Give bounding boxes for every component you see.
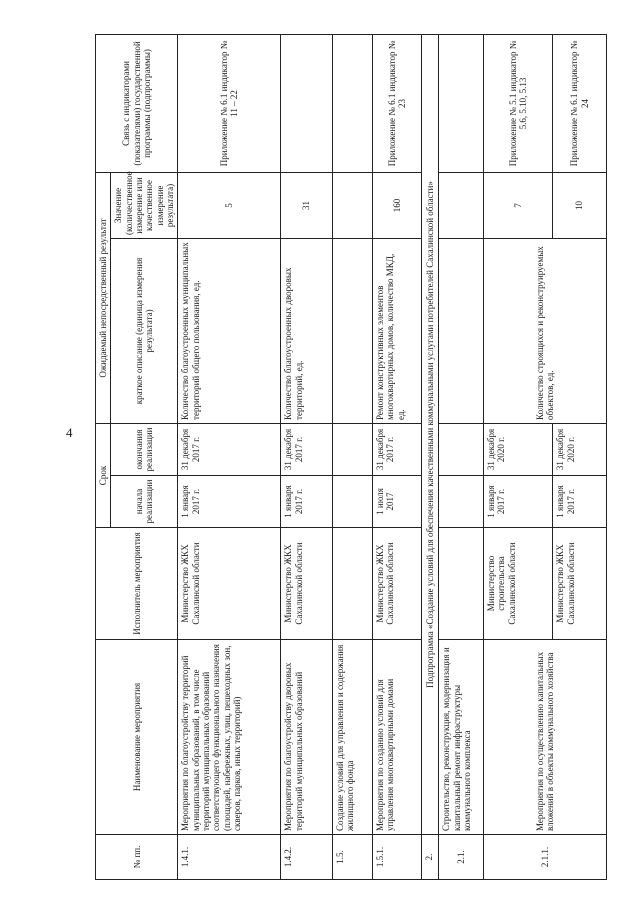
row-end: 31 декабря 2017 г.: [178, 423, 281, 475]
row-num: 1.4.2.: [281, 835, 332, 880]
row-link: Приложение № 6.1 индикатор № 11 – 22: [178, 34, 281, 172]
row-link: Приложение № 6.1 индикатор № 23: [372, 34, 421, 172]
row-link: Приложение № 5.1 индикатор № 5.6, 5.10, 5.13: [483, 34, 552, 172]
row-executor: Министерство ЖКХ Сахалинской области: [281, 528, 332, 640]
row-executor: Министерство ЖКХ Сахалинской области: [553, 528, 607, 640]
row-num: 2.1.1.: [483, 835, 606, 880]
row-executor: Министерство строительства Сахалинской области: [483, 528, 552, 640]
row-desc: Ремонт конструктивных элементов многоквартирных домов, количество МКД, ед.: [372, 238, 421, 423]
row-end: 31 декабря 2020 г.: [483, 423, 552, 475]
row-desc: [332, 238, 372, 423]
row-link: [281, 34, 332, 172]
header-executor: Исполнитель мероприятия: [96, 528, 178, 640]
subprogram-title: Подпрограмма «Создание условий для обеспечения качественными коммунальными услугами потребителей Сахалинской области»: [422, 34, 439, 834]
row-value: 7: [483, 172, 552, 238]
row-name: Мероприятия по благоустройству дворовых территорий муниципальных образований: [281, 640, 332, 835]
row-value: 31: [281, 172, 332, 238]
row-start: [332, 476, 372, 528]
row-link: [332, 34, 372, 172]
header-name: Наименование мероприятия: [96, 640, 178, 835]
row-end: 31 декабря 2017 г.: [281, 423, 332, 475]
table-row: [178, 34, 281, 879]
row-value: 160: [372, 172, 421, 238]
row-executor: Министерство ЖКХ Сахалинской области: [372, 528, 421, 640]
row-link: Приложение № 6.1 индикатор № 24: [553, 34, 607, 172]
row-name: Мероприятия по благоустройству территорий муниципальных образований, в том числе территорий муниципальных образований соответствующего функционального назначения (площадей, набережных, улиц, пешеходных зон, скверов, парков, иных территорий): [178, 640, 281, 835]
header-result-value: Значение (количественное измерение или качественное измерение результата): [111, 172, 178, 238]
row-value: 10: [553, 172, 607, 238]
row-value: [332, 172, 372, 238]
row-executor: [332, 528, 372, 640]
row-desc: Количество благоустроенных дворовых территорий, ед.: [281, 238, 332, 423]
header-result-desc: краткое описание (единица измерения результата): [111, 238, 178, 423]
row-start: 1 января 2017 г.: [553, 476, 607, 528]
row-desc: Количество благоустроенных муниципальных территорий общего пользования, ед.: [178, 238, 281, 423]
subprogram-row: [422, 34, 439, 879]
row-end: 31 декабря 2020 г.: [553, 423, 607, 475]
row-name: Мероприятия по созданию условий для управления многоквартирными домами: [372, 640, 421, 835]
row-end: 31 декабря 2017 г.: [372, 423, 421, 475]
row-num: 1.5.1.: [372, 835, 421, 880]
row-name: Строительство, реконструкция, модернизация и капитальный ремонт инфраструктуры коммунального комплекса: [439, 640, 484, 835]
activities-table: [95, 34, 607, 880]
table-row: [281, 34, 332, 879]
row-value: 5: [178, 172, 281, 238]
subprogram-num: 2.: [422, 835, 439, 880]
table-row: [332, 34, 372, 879]
row-end: [332, 423, 372, 475]
table-row: [483, 34, 552, 879]
row-desc: Количество строящихся и реконструируемых объектов, ед.: [483, 238, 606, 423]
row-name: Создание условий для управления и содержания жилищного фонда: [332, 640, 372, 835]
row-num: 1.4.1.: [178, 835, 281, 880]
header-result: Ожидаемый непосредственный результат: [96, 172, 111, 423]
row-start: 1 января 2017 г.: [281, 476, 332, 528]
row-name: Мероприятия по осуществлению капитальных вложений в объекты коммунального хозяйства: [483, 640, 606, 835]
header-num: № пп.: [96, 835, 178, 880]
row-num: 2.1.: [439, 835, 484, 880]
table-row: [372, 34, 421, 879]
header-term: Срок: [96, 423, 111, 527]
header-link: Связь с индикаторами (показателями) государственной программы (подпрограммы): [96, 34, 178, 172]
row-num: 1.5.: [332, 835, 372, 880]
header-term-start: начала реализации: [111, 476, 178, 528]
row-start: 1 января 2017 г.: [178, 476, 281, 528]
row-executor: Министерство ЖКХ Сахалинской области: [178, 528, 281, 640]
header-term-end: окончания реализации: [111, 423, 178, 475]
row-start: 1 января 2017 г.: [483, 476, 552, 528]
rotated-table-sheet: [95, 35, 607, 880]
row-start: 1 июля 2017: [372, 476, 421, 528]
table-row: [439, 34, 484, 879]
